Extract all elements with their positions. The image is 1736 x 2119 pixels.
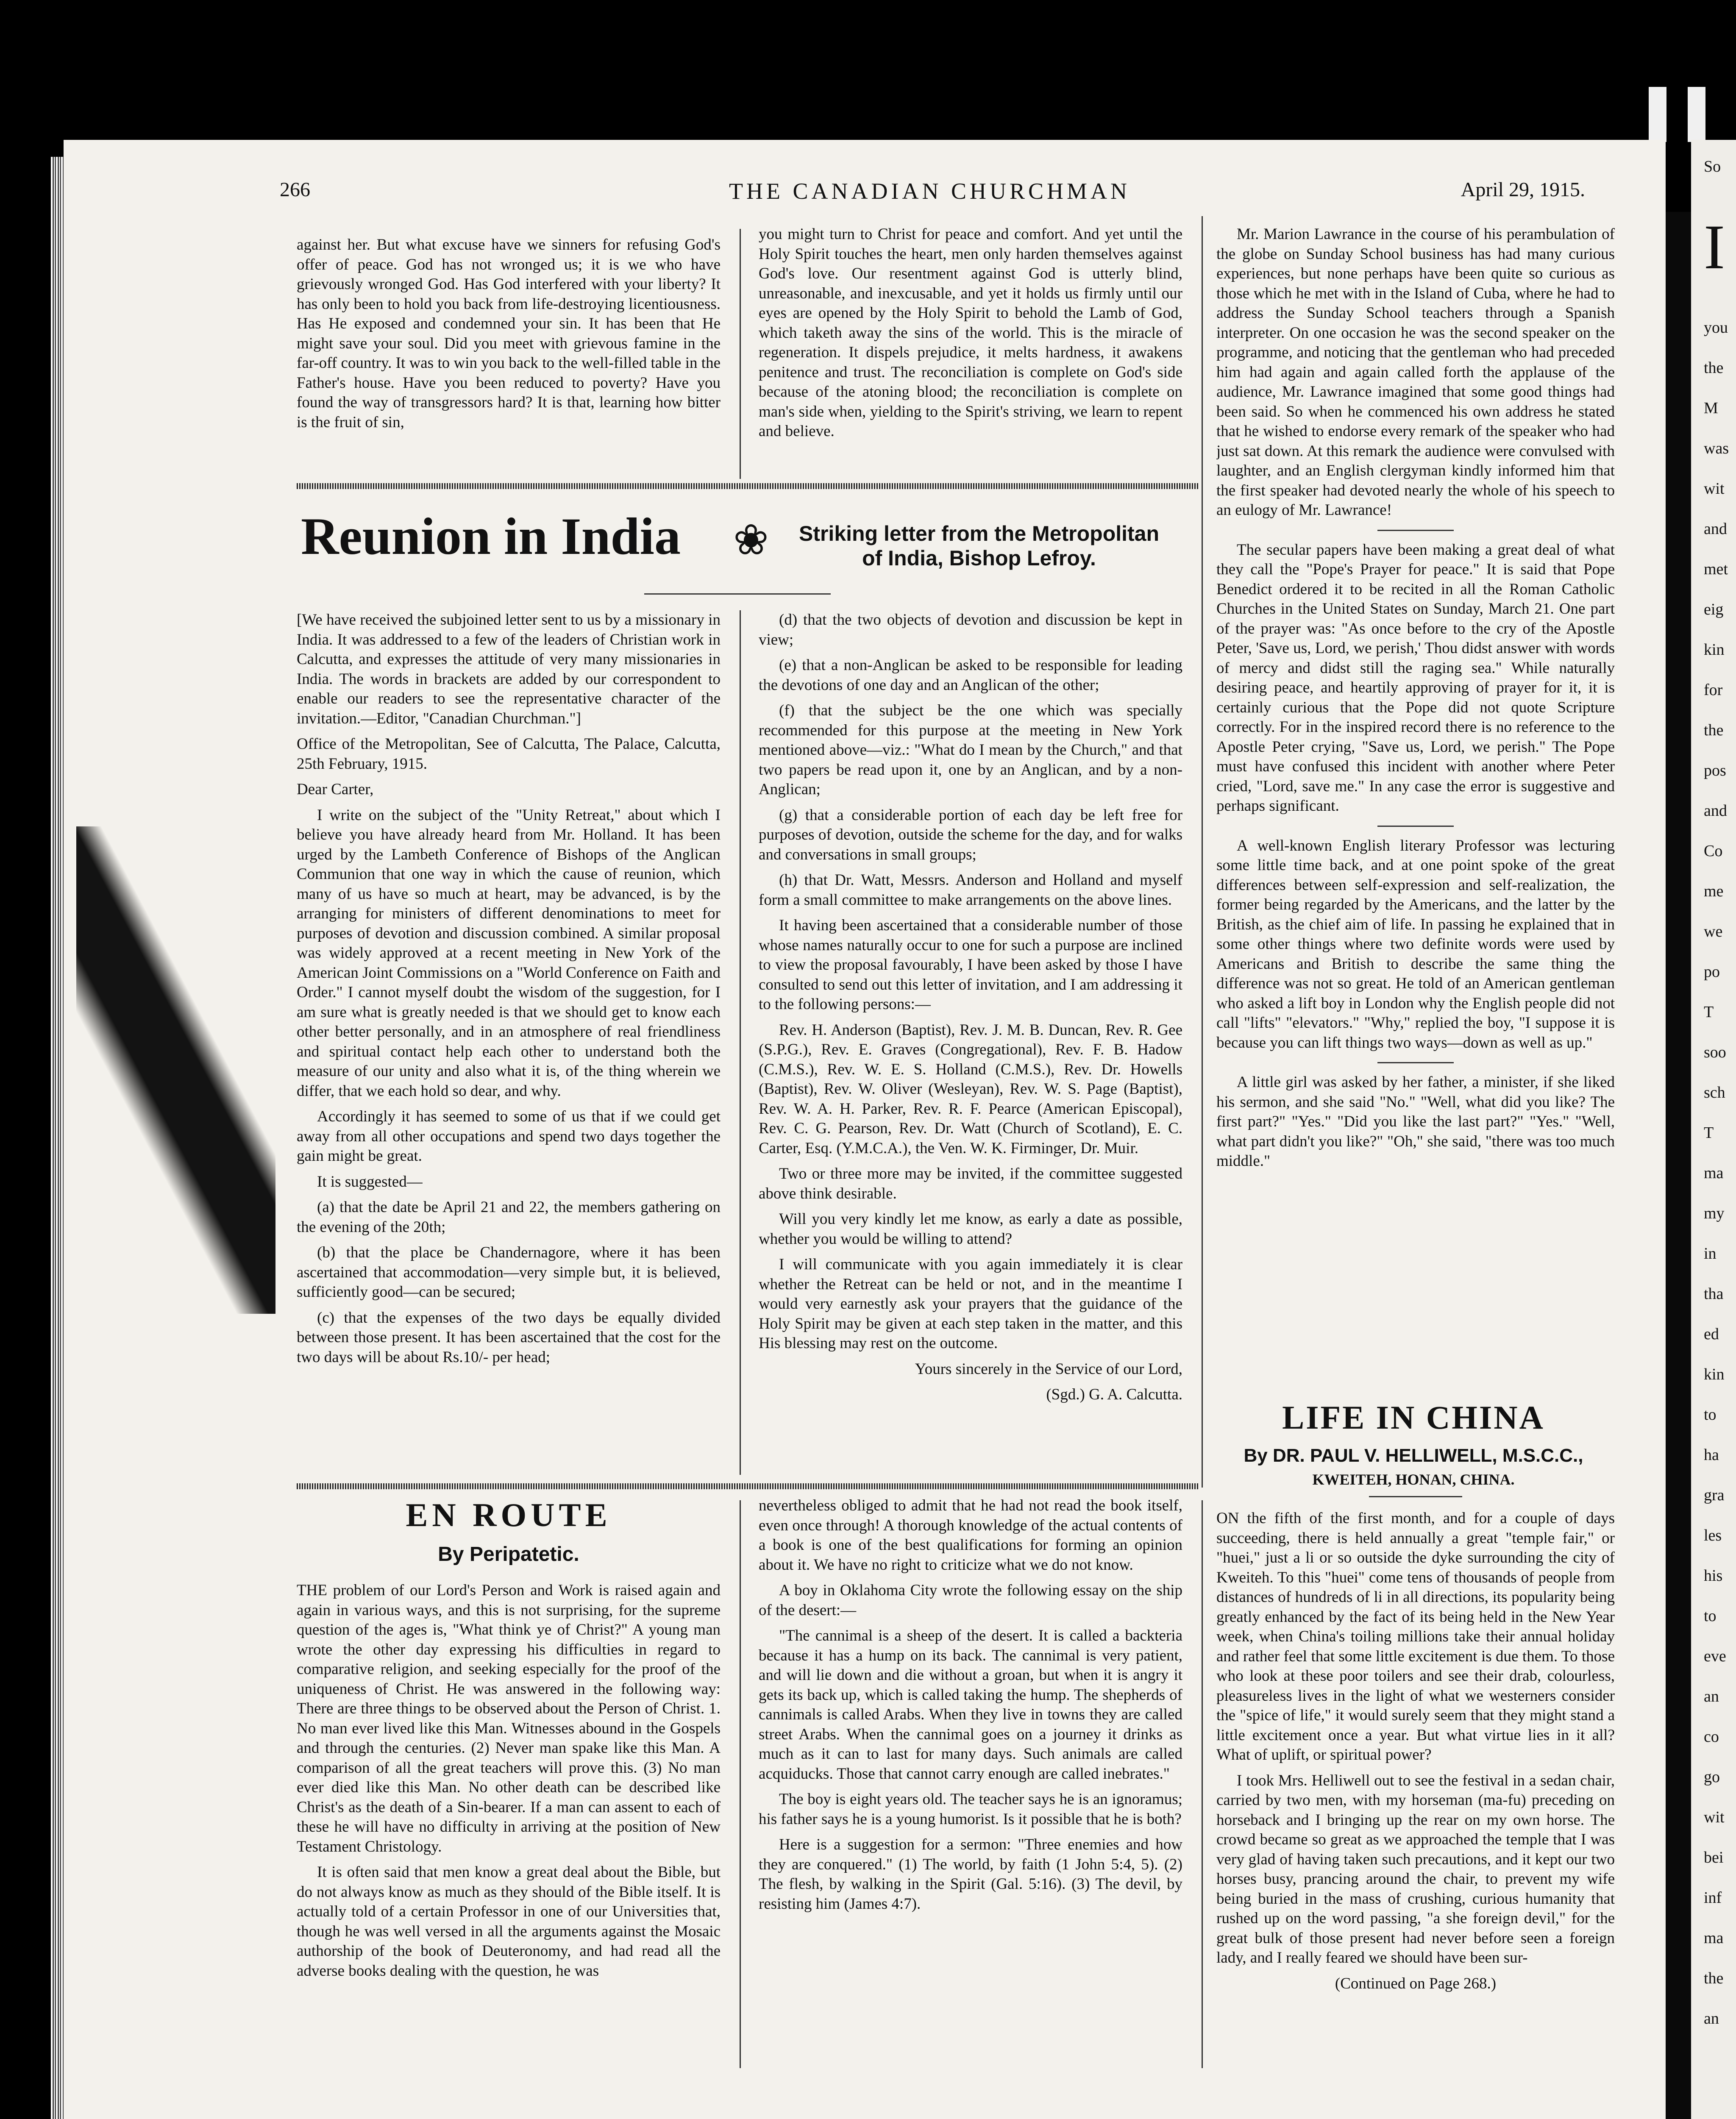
next-page-text: sch xyxy=(1704,1084,1725,1101)
page-number: 266 xyxy=(280,178,310,201)
reunion-col2 xyxy=(759,610,1182,1479)
paragraph: Rev. H. Anderson (Baptist), Rev. J. M. B. Duncan, Rev. R. Gee (S.P.G.), Rev. E. Graves (Congregational), Rev. F. B. Hadow (C.M.S.), Rev. W. E. S. Holland (C.M.S.), Rev. Dr. Howells (Baptist), Rev. W. Oliver (Wesleyan), Rev. W. S. Page (Baptist), Rev. W. A. H. Parker, Rev. R. F. Pearce (American Episcopal), Rev. C. G. Pearson, Rev. Dr. Watt (Church of Scotland), E. C. Carter, Esq. (Y.M.C.A.), the Ven. W. K. Firminger, Dr. Muir. xyxy=(759,1021,1182,1157)
next-page-text: I xyxy=(1704,212,1725,282)
next-page-text: ma xyxy=(1704,1164,1724,1182)
paragraph: The boy is eight years old. The teacher says he is an ignoramus; his father says he is a young humorist. Is it possible that he is both? xyxy=(759,1791,1182,1828)
en-route-col2 xyxy=(759,1496,1182,2072)
lawrance-anecdote: Mr. Marion Lawrance in the course of his perambulation of the globe on Sunday School business has had many curious experiences, but none perhaps have been quite so curious as those which he met with in the Island of Cuba, where he had to address the Sunday School teachers through a Spanish interpreter. On one occasion he was the second speaker on the programme, and noticing that the gentleman who had preceded him had again and again called forth the applause of the audience, Mr. Lawrance imagined that some good things had been said. So when he commenced his own address he stated that he wished to endorse every remark of the speaker who had just sat down. At this remark the audience were convulsed with laughter, and an English clergyman kindly informed him that the first speaker had devoted nearly the whole of his speech to an eulogy of Mr. Lawrance! xyxy=(1216,225,1615,519)
top-article-text: against her. But what excuse have we sinners for refusing God's offer of peace. God has not wronged us; it is we who have grievously wronged God. Has God interfered with your liberty? It has only been to hold you back from life-destroying licentiousness. Has He exposed and condemned your sin. It has been that He might save your soul. Did you meet with grievous famine in the far-off country. It was to win you back to the well-filled table in the Father's house. Have you been reduced to poverty? Have you found the way of transgressors hard? It is that, learning how bitter is the fruit of sin, xyxy=(297,236,721,431)
paragraph: ON the fifth of the first month, and for a couple of days succeeding, there is held annually a great "temple fair," or "huei," just a li or so outside the dyke surrounding the city of Kweiteh. To this "huei" come tens of thousands of people from distances of hundreds of li in all directions, its popularity being greatly enhanced by the fact of its being held in the New Year week, when China's toiling millions take their annual holiday and rather feel that some little excitement is due them. To those who look at these poor toilers and see their drab, colourless, pleasureless lives in the light of what we westerners consider the "spice of life," it would surely seem that they might stand a little excitement once a year. But what virtue lies in it all? What of uplift, or spiritual power? xyxy=(1216,1510,1615,1763)
china-byline: By DR. PAUL V. HELLIWELL, M.S.C.C., xyxy=(1244,1445,1583,1466)
paragraph: (d) that the two objects of devotion and discussion be kept in view; xyxy=(759,611,1182,648)
popes-prayer-note: The secular papers have been making a great deal of what they call the "Pope's Prayer for peace." It is said that Pope Benedict ordered it to be recited in all the Roman Catholic Churches in the United States on Sunday, March 21. One part of the prayer was: "As once before to the cry of the Apostle Peter, 'Save us, Lord, we perish,' Thou didst answer with words of mercy and didst still the raging sea." While naturally desiring peace, and heartily approving of prayer for it, it is certainly curious that the Pope did not quote Scripture correctly. For in the inspired record there is no reference to the Apostle Peter crying, "Save us, Lord, we perish." The Pope must have confused this incident with another where Peter cried, "Lord, save me." In any case the error is suggestive and perhaps significant. xyxy=(1216,541,1615,815)
paragraph: (Sgd.) G. A. Calcutta. xyxy=(1046,1386,1182,1403)
paragraph: (f) that the subject be the one which was specially recommended for this purpose at the meeting in New York mentioned above—viz.: "What do I mean by the Church," and that two papers be read upon it, one by an Anglican, and by a non-Anglican; xyxy=(759,702,1182,798)
next-page-text: wit xyxy=(1704,480,1725,498)
paragraph: I took Mrs. Helliwell out to see the festival in a sedan chair, carried by two men, with my horseman (ma-fu) preceding on horseback and I bringing up the rear on my own horse. The crowd became so great as we approached the temple that I was very glad of having taken such precautions, and it kept our two horses busy, prancing around the chair, to prevent my wife being buried in the mass of crushing, curious humanity that rushed up on the word passing, "a she foreign devil," for the great bulk of those present had never before seen a foreign lady, and I really feared we should have been sur- xyxy=(1216,1771,1615,1966)
top-article-col2 xyxy=(759,225,1182,483)
next-page-text: his xyxy=(1704,1567,1723,1585)
next-page-text: inf xyxy=(1704,1889,1722,1907)
next-page-text: po xyxy=(1704,963,1720,981)
paragraph: THE problem of our Lord's Person and Work is raised again and again in various ways, and this is not surprising, for the supreme question of the ages is, "What think ye of Christ?" A young man wrote the other day expressing his difficulties in regard to comparative religion, and seeking especially for the proof of the uniqueness of Christ. He was answered in the following way: There are three things to be observed about the Person of Christ. 1. No man ever lived like this Man. Witnesses abound in the Gospels and through the centuries. (2) Never man spake like this Man. A comparison of all the great teachers will prove this. (3) No man ever died like this Man. No other death can be described like Christ's as the death of a Sin-bearer. If a man can assent to each of these he will have no difficulty in arriving at the position of New Testament Christology. xyxy=(297,1582,721,1855)
next-page-text: met xyxy=(1704,560,1728,578)
next-page-text: my xyxy=(1704,1204,1725,1222)
column-divider xyxy=(740,1500,741,2068)
divider xyxy=(1377,530,1454,531)
paragraph: (g) that a considerable portion of each day be left free for purposes of devotion, outside the scheme for the day, and for walks and conversations in small groups; xyxy=(759,806,1182,863)
next-page-text: So xyxy=(1704,158,1721,175)
divider xyxy=(1377,1062,1454,1063)
next-page-text: gra xyxy=(1704,1486,1725,1504)
next-page-text: and xyxy=(1704,802,1727,820)
paragraph: Dear Carter, xyxy=(297,781,374,798)
paragraph: (e) that a non-Anglican be asked to be responsible for leading the devotions of one day and an Anglican of the other; xyxy=(759,656,1182,694)
en-route-col1 xyxy=(297,1581,721,2072)
publication-title: THE CANADIAN CHURCHMAN xyxy=(729,178,1131,204)
next-page-text: the xyxy=(1704,359,1724,377)
column-divider xyxy=(740,229,741,479)
next-page-text: an xyxy=(1704,1688,1719,1705)
next-page-text: to xyxy=(1704,1607,1717,1625)
next-page-text: in xyxy=(1704,1245,1717,1263)
china-title: LIFE IN CHINA xyxy=(1282,1399,1545,1436)
next-page-text: we xyxy=(1704,923,1723,940)
next-page-text: eve xyxy=(1704,1647,1726,1665)
next-page-text: ed xyxy=(1704,1325,1719,1343)
paragraph: It is often said that men know a great deal about the Bible, but do not always know as much as they should of the Bible itself. It is actually told of a certain Professor in one of our Universities that, though he was well versed in all the arguments against the Mosaic authorship of the book of Deuteronomy, and had read all the adverse books dealing with the question, he was xyxy=(297,1863,721,1980)
next-page-text: T xyxy=(1704,1124,1714,1142)
next-page-text: T xyxy=(1704,1003,1714,1021)
next-page-text: co xyxy=(1704,1728,1719,1746)
paragraph: (b) that the place be Chandernagore, where it has been ascertained that accommodation—very simple but, it is believed, sufficiently good—can be secured; xyxy=(297,1244,721,1301)
next-page-text: soo xyxy=(1704,1043,1726,1061)
next-page-text: Co xyxy=(1704,842,1723,860)
paragraph: It is suggested— xyxy=(317,1173,423,1190)
reunion-col1 xyxy=(297,610,721,1479)
issue-date: April 29, 1915. xyxy=(1461,178,1585,201)
paragraph: nevertheless obliged to admit that he had not read the book itself, even once through! A thorough knowledge of the actual contents of a book is one of the best qualifications for forming an opinion about it. We have no right to criticize what we do not know. xyxy=(759,1497,1182,1574)
reunion-title: Reunion in India xyxy=(301,507,681,565)
next-page-text: me xyxy=(1704,882,1724,900)
paragraph: I will communicate with you again immediately it is clear whether the Retreat can be held or not, and in the meantime I would very earnestly ask your prayers that the guidance of the Holy Spirit may be given at each step taken in the matter, and this His blessing may rest on the outcome. xyxy=(759,1256,1182,1352)
next-page-text: ha xyxy=(1704,1446,1719,1464)
paragraph: (a) that the date be April 21 and 22, the members gathering on the evening of the 20th; xyxy=(297,1199,721,1236)
continued-note: (Continued on Page 268.) xyxy=(1335,1974,1497,1992)
next-page-text: wit xyxy=(1704,1808,1725,1826)
next-page-text: you xyxy=(1704,319,1728,336)
sermon-anecdote: A little girl was asked by her father, a minister, if she liked his sermon, and she said "No." "Well, what did you like? The first part?" "Yes." "Did you like the last part?" "Yes." "Well, what part didn't you like?" "Oh," she said, "there was too much middle." xyxy=(1216,1073,1615,1170)
column-divider xyxy=(740,610,741,1475)
lifts-anecdote: A well-known English literary Professor was lecturing some little time back, and at one point spoke of the great differences between self-expression and self-realization, the former being regarded by the Americans, and the latter by the British, as the chief aim of life. In passing he explained that in some other things where two definite words were used by Americans and British to describe the same thing the difference was not so great. He told of an American gentleman who asked a lift boy in London why the English people did not call "lifts" "elevators." "Why," replied the boy, "I suppose it is because you can lift things two ways—down as well as up." xyxy=(1216,837,1615,1051)
en-route-title: EN ROUTE xyxy=(406,1496,612,1533)
paragraph: Office of the Metropolitan, See of Calcutta, The Palace, Calcutta, 25th February, 1915. xyxy=(297,735,721,773)
next-page-text: bei xyxy=(1704,1849,1724,1866)
next-page-text: to xyxy=(1704,1406,1717,1424)
next-page-text: was xyxy=(1704,439,1729,457)
column-divider xyxy=(1202,1500,1203,2068)
dotted-rule xyxy=(297,483,1199,489)
next-page-text: eig xyxy=(1704,601,1724,618)
next-page-text: go xyxy=(1704,1768,1720,1786)
title-underline xyxy=(1369,1496,1462,1497)
next-page-text: kin xyxy=(1704,641,1725,659)
right-column xyxy=(1216,225,1615,1293)
page-header xyxy=(271,178,1594,212)
next-page-text: pos xyxy=(1704,762,1726,779)
ornament-icon: ❀ xyxy=(733,516,769,564)
next-page-text: tha xyxy=(1704,1285,1724,1303)
next-page-text: and xyxy=(1704,520,1727,538)
reunion-subtitle: Striking letter from the Metropolitan of India, Bishop Lefroy. xyxy=(798,522,1160,570)
paragraph: Yours sincerely in the Service of our Lord, xyxy=(915,1360,1182,1378)
next-page-text: the xyxy=(1704,1969,1724,1987)
paragraph: It having been ascertained that a considerable number of those whose names naturally occur to one for such a purpose are inclined to view the proposal favourably, I have been asked by those I have consulted to send out this letter of invitation, and I am addressing it to the following persons:— xyxy=(759,917,1182,1013)
paragraph: (c) that the expenses of the two days be equally divided between those present. It has been ascertained that the cost for the two days will be about Rs.10/- per head; xyxy=(297,1309,721,1366)
paragraph: "The cannimal is a sheep of the desert. It is called a backteria because it has a hump on its back. The cannimal is very patient, and will lie down and die without a groan, but when it is angry it gets its back up, which is called taking the hump. The shepherds of cannimals is called Arabs. When they live in towns they are called street Arabs. When the cannimal goes on a journey it drinks as much as it can to last for many days. Such animals are called acquiducks. Those that cannot carry enough are called inebrates." xyxy=(759,1627,1182,1783)
next-page-text: ma xyxy=(1704,1929,1724,1947)
paragraph: Will you very kindly let me know, as early a date as possible, whether you would be willing to attend? xyxy=(759,1210,1182,1248)
next-page-text: kin xyxy=(1704,1365,1725,1383)
title-underline xyxy=(644,593,831,595)
next-page-text: M xyxy=(1704,399,1718,417)
paragraph: I write on the subject of the "Unity Retreat," about which I believe you have already heard from Mr. Holland. It has been urged by the Lambeth Conference of Bishops of the Anglican Communion that one way in which the cause of reunion, which many of us have so much at heart, may be advanced, is by the arranging for ministers of different denominations to meet for purposes of devotion and discussion combined. A similar proposal was widely approved at a recent meeting in New York of the American Joint Commissions on a "World Conference on Faith and Order." I cannot myself doubt the wisdom of the suggestion, for I am sure what is greatly needed is that we should get to know each other better personally, and in an atmosphere of real friendliness and spiritual contact help each other to understand both the measure of our unity and also what it is, of the thing wherein we differ, that we each hold so dear, and why. xyxy=(297,806,721,1100)
divider xyxy=(1377,826,1454,827)
china-location: KWEITEH, HONAN, CHINA. xyxy=(1312,1471,1515,1488)
next-page-fragment xyxy=(1691,140,1736,2119)
china-article xyxy=(1216,1509,1615,2081)
paragraph: Here is a suggestion for a sermon: "Three enemies and how they are conquered." (1) The world, by faith (1 John 5:4, 5). (2) The flesh, by walking in the Spirit (Gal. 5:16). (3) The devil, by resisting him (James 4:7). xyxy=(759,1836,1182,1913)
paragraph: Two or three more may be invited, if the committee suggested above think desirable. xyxy=(759,1165,1182,1202)
paragraph: [We have received the subjoined letter sent to us by a missionary in India. It was addressed to a few of the leaders of Christian work in Calcutta, and expresses the attitude of very many missionaries in India. The words in brackets are added by our correspondent to enable our readers to see the representative character of the invitation.—Editor, "Canadian Churchman."] xyxy=(297,611,721,727)
next-page-text: the xyxy=(1704,721,1724,739)
column-divider xyxy=(1202,216,1203,1488)
paragraph: A boy in Oklahoma City wrote the following essay on the ship of the desert:— xyxy=(759,1582,1182,1619)
top-article-text: you might turn to Christ for peace and comfort. And yet until the Holy Spirit touches the heart, men only harden themselves against God's love. Our resentment against God is utterly blind, unreasonable, and inexcusable, and yet it holds us firmly until our eyes are opened by the Holy Spirit to behold the Lamb of God, which taketh away the sins of the world. This is the miracle of regeneration. It dispels prejudice, it melts hardness, it awakens penitence and trust. The reconciliation is complete on God's side because of the atoning blood; the reconciliation is complete on man's side when, yielding to the Spirit's striving, we learn to repent and believe. xyxy=(759,225,1182,440)
scan-marker xyxy=(1649,87,1727,144)
next-page-text: les xyxy=(1704,1527,1722,1544)
en-route-byline: By Peripatetic. xyxy=(438,1543,579,1566)
next-page-text: an xyxy=(1704,2010,1719,2027)
dotted-rule xyxy=(297,1483,1199,1489)
top-article-col1 xyxy=(297,235,721,481)
paragraph: Accordingly it has seemed to some of us that if we could get away from all other occupations and spend two days together the gain might be great. xyxy=(297,1108,721,1165)
next-page-text: for xyxy=(1704,681,1723,699)
paragraph: (h) that Dr. Watt, Messrs. Anderson and Holland and myself form a small committee to make arrangements on the above lines. xyxy=(759,871,1182,909)
